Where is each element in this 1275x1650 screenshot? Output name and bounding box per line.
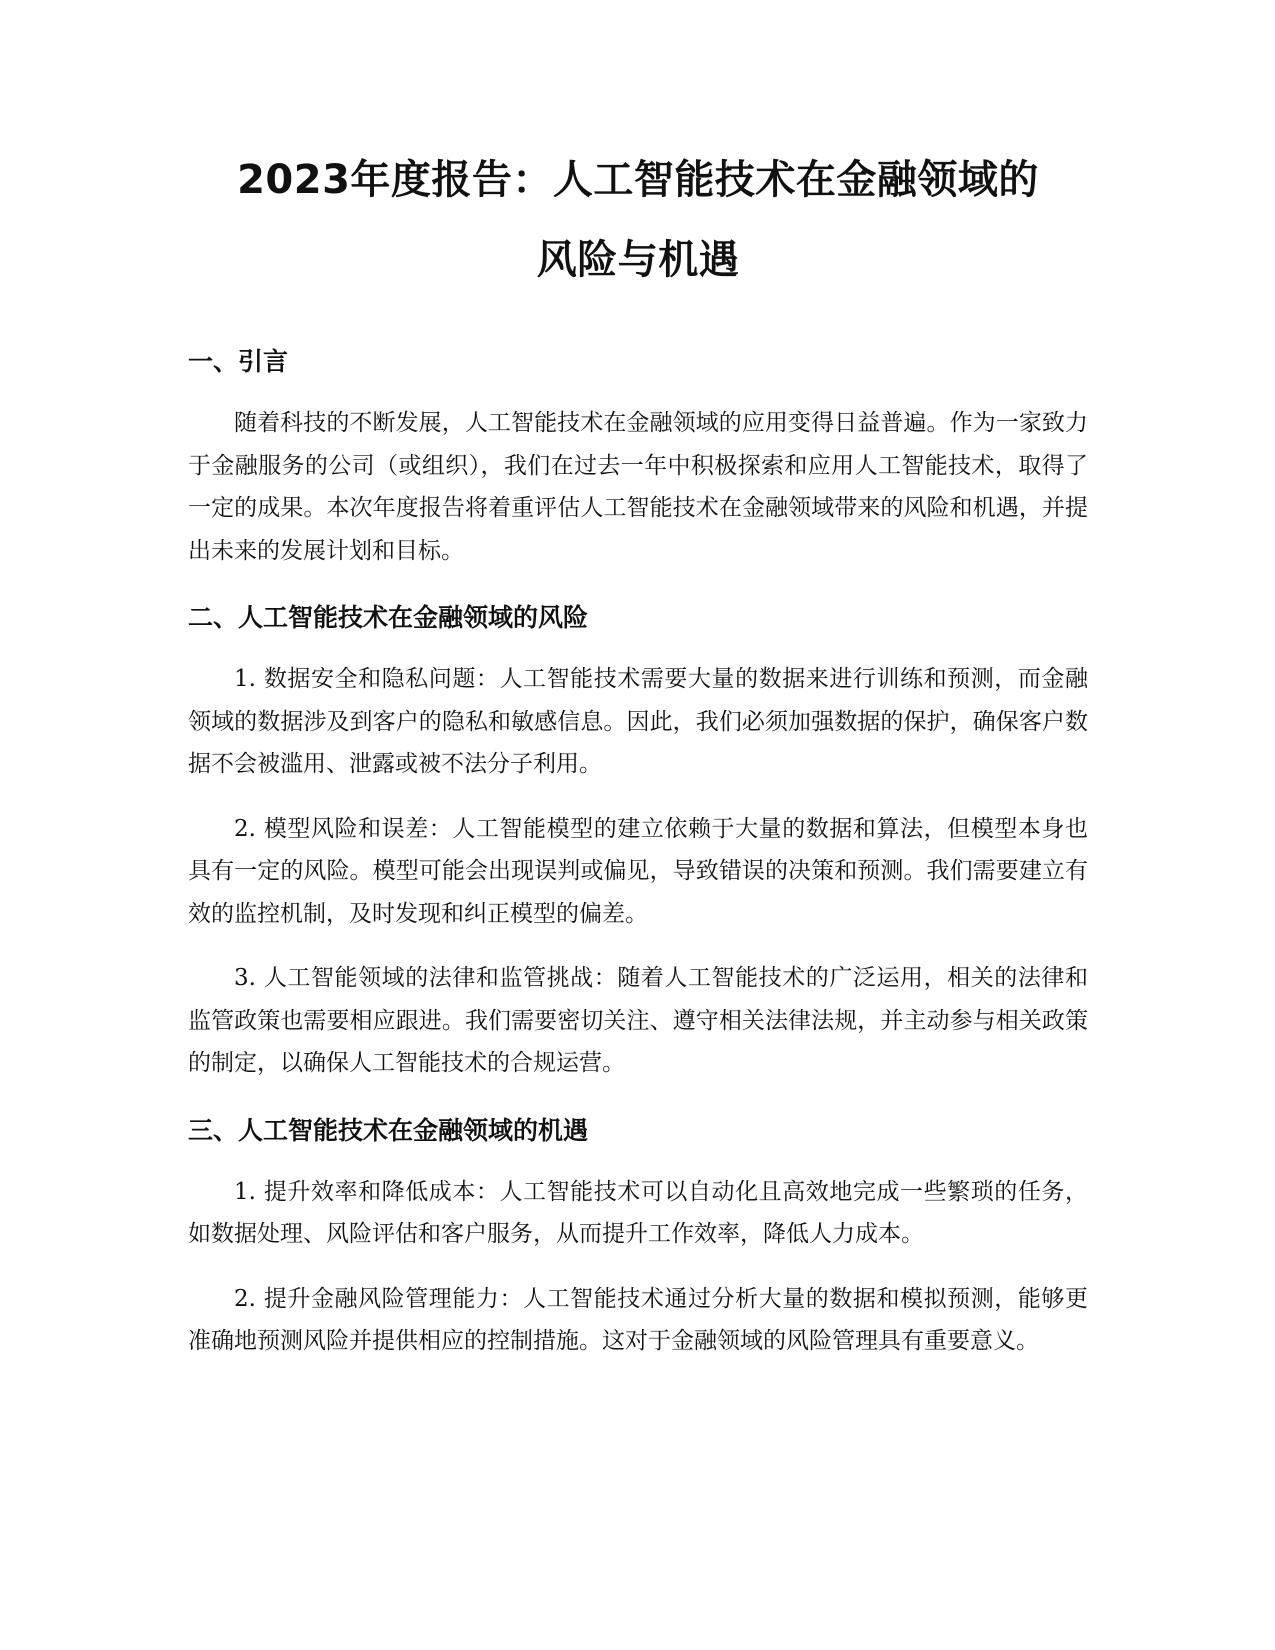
section-heading-introduction: 一、引言 <box>188 347 289 376</box>
paragraph: 3. 人工智能领域的法律和监管挑战：随着人工智能技术的广泛运用，相关的法律和监管政策也需要相应跟进。我们需要密切关注、遵守相关法律法规，并主动参与相关政策的制定，以确保人工智能技术的合规运营。 <box>188 965 1088 1076</box>
paragraph: 1. 数据安全和隐私问题：人工智能技术需要大量的数据来进行训练和预测，而金融领域的数据涉及到客户的隐私和敏感信息。因此，我们必须加强数据的保护，确保客户数据不会被滥用、泄露或被不法分子利用。 <box>188 666 1088 777</box>
paragraph: 1. 提升效率和降低成本：人工智能技术可以自动化且高效地完成一些繁琐的任务，如数据处理、风险评估和客户服务，从而提升工作效率，降低人力成本。 <box>188 1178 1088 1247</box>
document-page <box>188 140 1088 1363</box>
paragraph: 2. 提升金融风险管理能力：人工智能技术通过分析大量的数据和模拟预测，能够更准确地预测风险并提供相应的控制措施。这对于金融领域的风险管理具有重要意义。 <box>188 1285 1088 1354</box>
title-line-1: 2023年度报告：人工智能技术在金融领域的 <box>237 157 1039 203</box>
paragraph: 随着科技的不断发展，人工智能技术在金融领域的应用变得日益普遍。作为一家致力于金融服务的公司（或组织），我们在过去一年中积极探索和应用人工智能技术，取得了一定的成果。本次年度报告将着重评估人工智能技术在金融领域带来的风险和机遇，并提出未来的发展计划和目标。 <box>188 410 1088 564</box>
section-heading-opportunities: 三、人工智能技术在金融领域的机遇 <box>188 1115 589 1145</box>
document-title <box>188 140 1088 300</box>
title-line-2: 风险与机遇 <box>536 237 740 283</box>
paragraph: 2. 模型风险和误差：人工智能模型的建立依赖于大量的数据和算法，但模型本身也具有一定的风险。模型可能会出现误判或偏见，导致错误的决策和预测。我们需要建立有效的监控机制，及时发现和纠正模型的偏差。 <box>188 815 1088 927</box>
section-heading-risks: 二、人工智能技术在金融领域的风险 <box>188 603 589 632</box>
